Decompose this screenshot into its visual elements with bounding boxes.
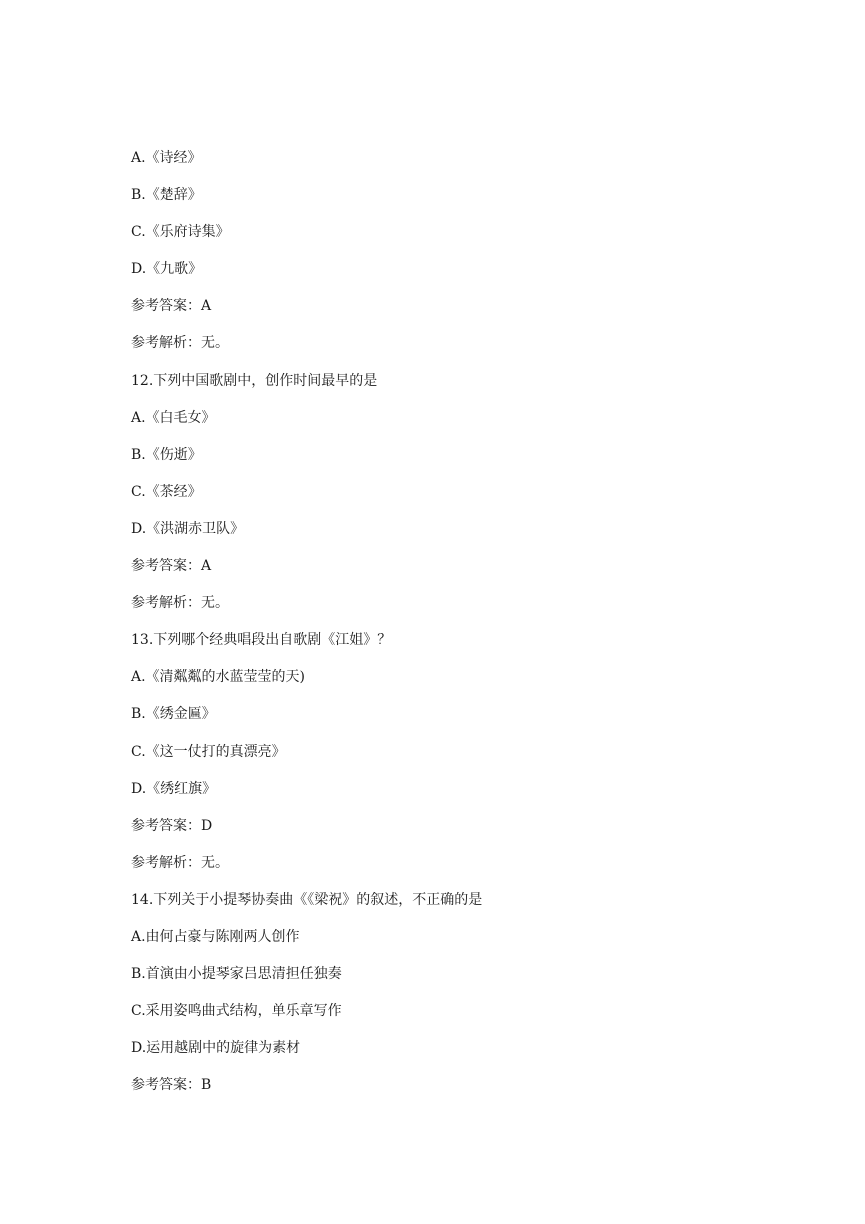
option-b: B.首演由小提琴家吕思清担任独奏 bbox=[131, 966, 342, 983]
option-b: B.《绣金匾》 bbox=[131, 706, 216, 723]
option-a: A.《白毛女》 bbox=[131, 409, 216, 426]
option-d: D.《洪湖赤卫队》 bbox=[131, 520, 245, 537]
option-d: D.运用越剧中的旋律为素材 bbox=[131, 1040, 301, 1057]
option-c: C.《这一仗打的真漂亮》 bbox=[131, 743, 286, 760]
reference-answer: 参考答案：A bbox=[131, 558, 212, 575]
option-a: A.《清粼粼的水蓝莹莹的天) bbox=[131, 669, 306, 686]
question-12: 12.下列中国歌剧中，创作时间最早的是 bbox=[131, 372, 378, 389]
option-b: B.《伤逝》 bbox=[131, 446, 202, 463]
reference-answer: 参考答案：A bbox=[131, 298, 212, 315]
question-14: 14.下列关于小提琴协奏曲《《梁祝》的叙述，不正确的是 bbox=[131, 891, 483, 908]
reference-answer: 参考答案：B bbox=[131, 1077, 212, 1094]
reference-explanation: 参考解析：无。 bbox=[131, 854, 229, 871]
option-a: A.由何占豪与陈刚两人创作 bbox=[131, 928, 300, 945]
reference-explanation: 参考解析：无。 bbox=[131, 335, 229, 352]
option-b: B.《楚辞》 bbox=[131, 187, 202, 204]
option-c: C.《乐府诗集》 bbox=[131, 224, 230, 241]
question-13: 13.下列哪个经典唱段出自歌剧《江姐》？ bbox=[131, 632, 392, 649]
option-d: D.《绣红旗》 bbox=[131, 780, 217, 797]
reference-answer: 参考答案：D bbox=[131, 817, 213, 834]
option-c: C.采用姿鸣曲式结构，单乐章写作 bbox=[131, 1003, 342, 1020]
reference-explanation: 参考解析：无。 bbox=[131, 595, 229, 612]
option-c: C.《茶经》 bbox=[131, 483, 202, 500]
option-a: A.《诗经》 bbox=[131, 150, 202, 166]
document-content bbox=[131, 146, 781, 1110]
option-d: D.《九歌》 bbox=[131, 261, 203, 278]
